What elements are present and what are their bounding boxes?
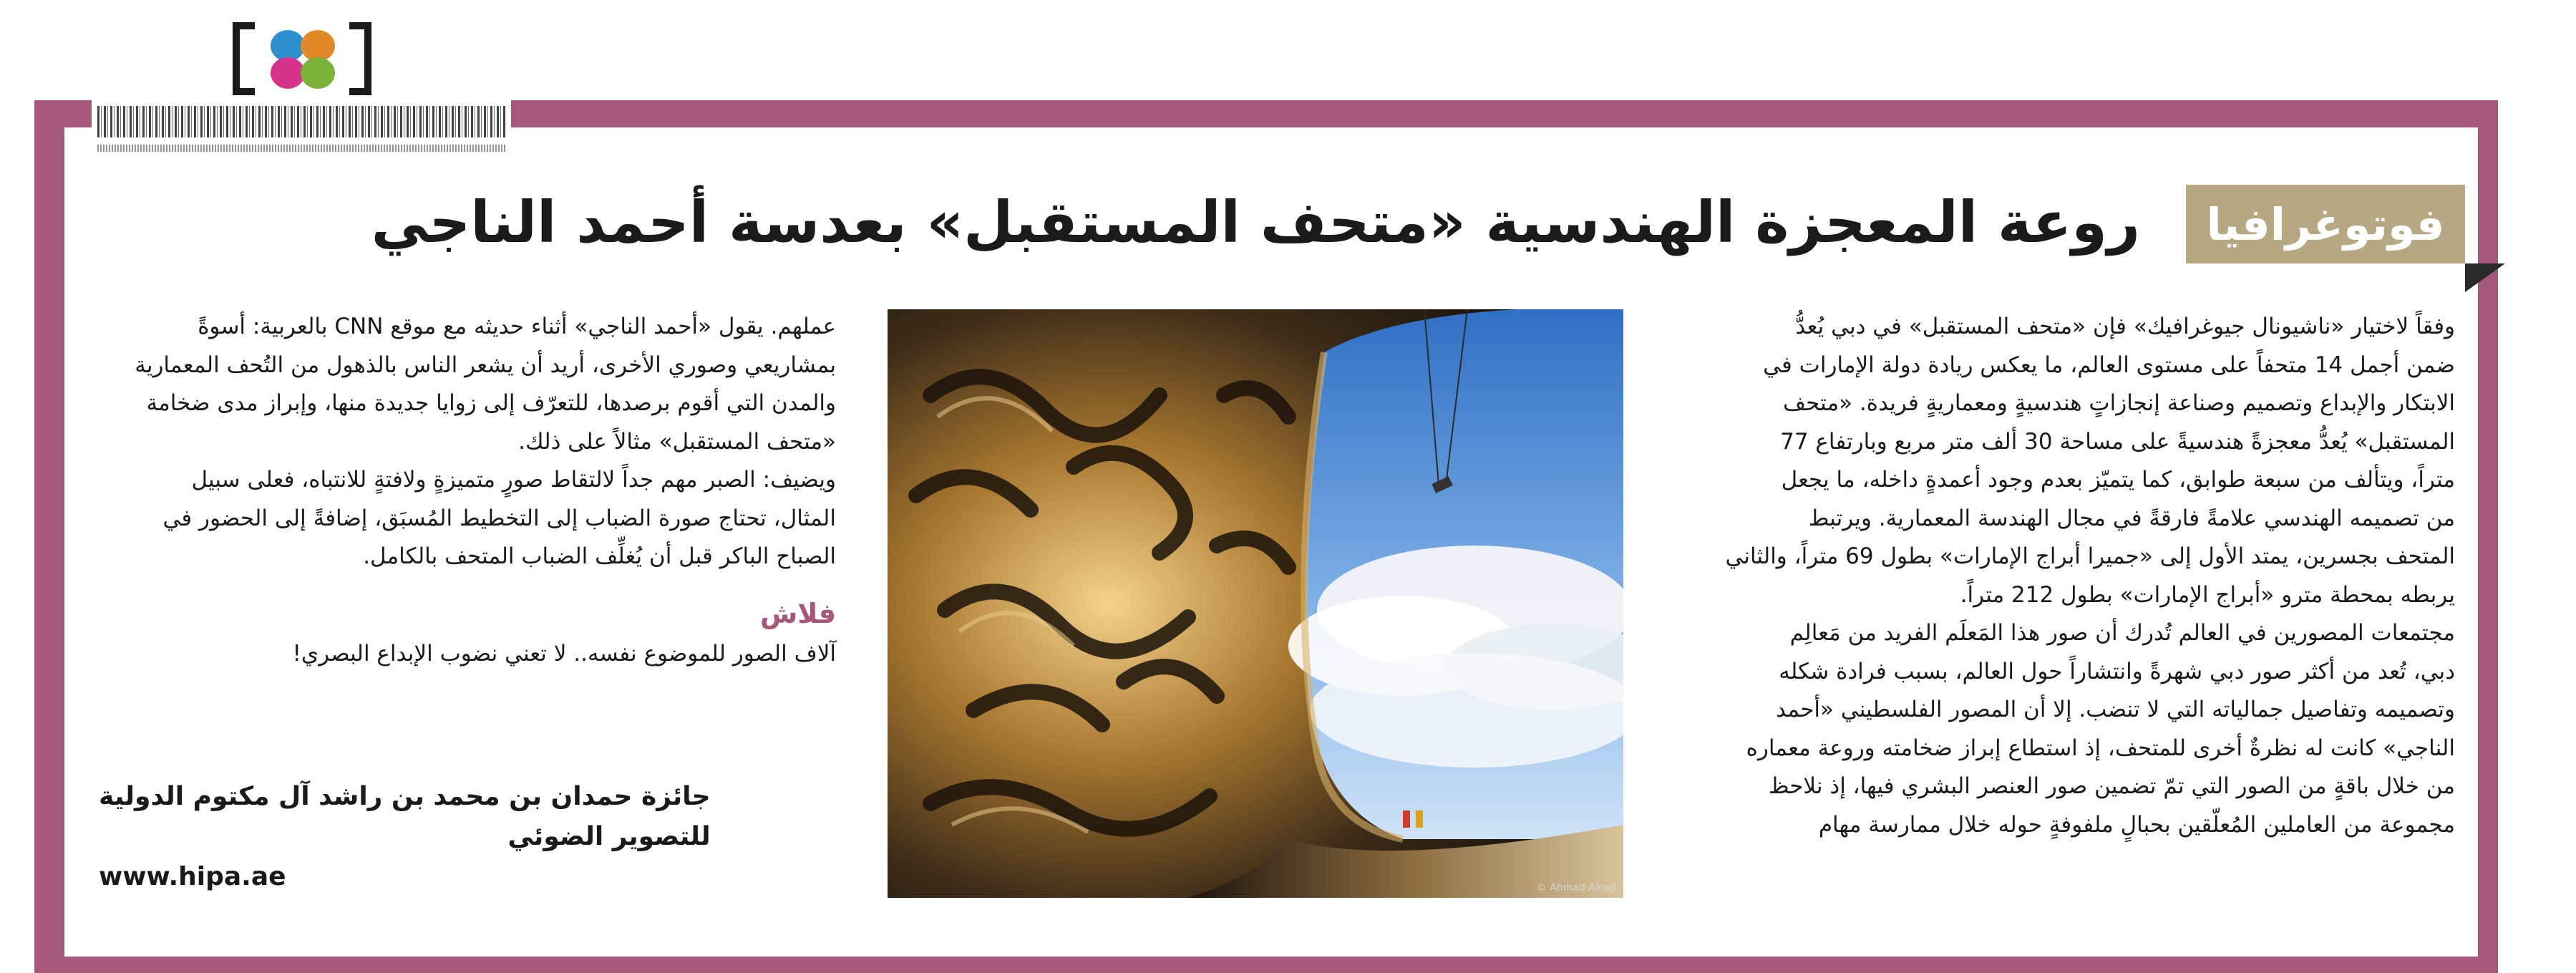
section-tag-fold — [2465, 263, 2505, 292]
body-line: المستقبل» يُعدُّ معجزةً هندسيةً على مساحة 30 ألف متر مربع وبارتفاع 77 — [1780, 428, 2455, 455]
credit-line-2: للتصوير الضوئي — [507, 822, 711, 851]
photo-credit: © Ahmad Alnaji — [1536, 882, 1616, 894]
article-column-right — [1668, 308, 2455, 844]
logo-arabic-text-strip — [97, 106, 505, 137]
body-line: من خلال باقةٍ من الصور التي تمّ تضمين صور العنصر البشري فيها، إذ نلاحظ — [1768, 773, 2455, 799]
body-line: وتصميمه وتفاصيل جمالياته التي لا تنضب. إلا أن المصور الفلسطيني «أحمد — [1776, 697, 2455, 722]
body-line: والمدن التي أقوم برصدها، للتعرّف إلى زوايا جديدة منها، وإبراز مدى ضخامة — [146, 390, 836, 416]
credit-line-1: جائزة حمدان بن محمد بن راشد آل مكتوم الدولية — [99, 782, 711, 811]
body-line: المتحف بجسرين، يمتد الأول إلى «جميرا أبراج الإمارات» بطول 69 متراً، والثاني — [1725, 543, 2455, 569]
body-line: عملهم. يقول «أحمد الناجي» أثناء حديثه مع موقع CNN بالعربية: أسوةً — [198, 314, 836, 339]
award-credit — [99, 777, 743, 897]
flash-heading: فلاش — [759, 597, 836, 629]
body-line: وفقاً لاختيار «ناشيونال جيوغرافيك» فإن «متحف المستقبل» في دبي يُعدُّ — [1795, 314, 2455, 339]
logo-english-text-strip — [97, 145, 505, 152]
body-line: الصباح الباكر قبل أن يُغلِّف الضباب المتحف بالكامل. — [363, 543, 836, 569]
body-line: المثال، تحتاج صورة الضباب إلى التخطيط المُسبَق، إضافةً إلى الحضور في — [162, 505, 836, 531]
body-line: دبي، تُعد من أكثر صور دبي شهرةً وانتشاراً حول العالم، بسبب فرادة شكله — [1779, 658, 2455, 684]
article-headline: روعة المعجزة الهندسية «متحف المستقبل» بعدسة أحمد الناجي — [371, 189, 2140, 256]
body-line: من تصميمه الهندسي علامةً فارقةً في مجال الهندسة المعمارية. ويرتبط — [1808, 505, 2455, 531]
article-column-left — [99, 308, 836, 673]
body-line: «متحف المستقبل» مثالاً على ذلك. — [518, 428, 836, 455]
body-line: مجموعة من العاملين المُعلّقين بحبالٍ ملفوفةٍ حوله خلال ممارسة مهام — [1818, 811, 2455, 838]
hipa-logo — [92, 13, 511, 163]
body-line: يربطه بمحطة مترو «أبراج الإمارات» بطول 212 متراً. — [1960, 581, 2455, 608]
body-line: بمشاريعي وصوري الأخرى، أريد أن يشعر الناس بالذهول من التُحف المعمارية — [135, 352, 836, 378]
body-line: متراً، ويتألف من سبعة طوابق، كما يتميّز بعدم وجود أعمدةٍ داخله، ما يجعل — [1781, 467, 2455, 493]
museum-photo — [888, 309, 1623, 898]
hipa-logo-mark-icon — [226, 20, 378, 97]
museum-photo-illustration — [888, 309, 1623, 898]
body-line: ويضيف: الصبر مهم جداً لالتقاط صورٍ متميزةٍ ولافتةٍ للانتباه، فعلى سبيل — [191, 467, 836, 493]
body-line: الناجي» كانت له نظرةٌ أخرى للمتحف، إذ استطاع إبراز ضخامته وروعة معماره — [1746, 735, 2455, 761]
section-tag: فوتوغرافيا — [2186, 185, 2465, 263]
body-line: مجتمعات المصورين في العالم تُدرك أن صور هذا المَعلَم الفريد من مَعالِم — [1789, 620, 2455, 646]
body-line: الابتكار والإبداع وتصميم وصناعة إنجازاتٍ هندسيةٍ ومعماريةٍ فريدة. «متحف — [1783, 390, 2455, 416]
flash-text: آلاف الصور للموضوع نفسه.. لا تعني نضوب الإبداع البصري! — [292, 640, 836, 667]
body-line: ضمن أجمل 14 متحفاً على مستوى العالم، ما يعكس ريادة دولة الإمارات في — [1763, 352, 2455, 378]
credit-block — [99, 777, 711, 897]
credit-url: www.hipa.ae — [99, 862, 286, 891]
